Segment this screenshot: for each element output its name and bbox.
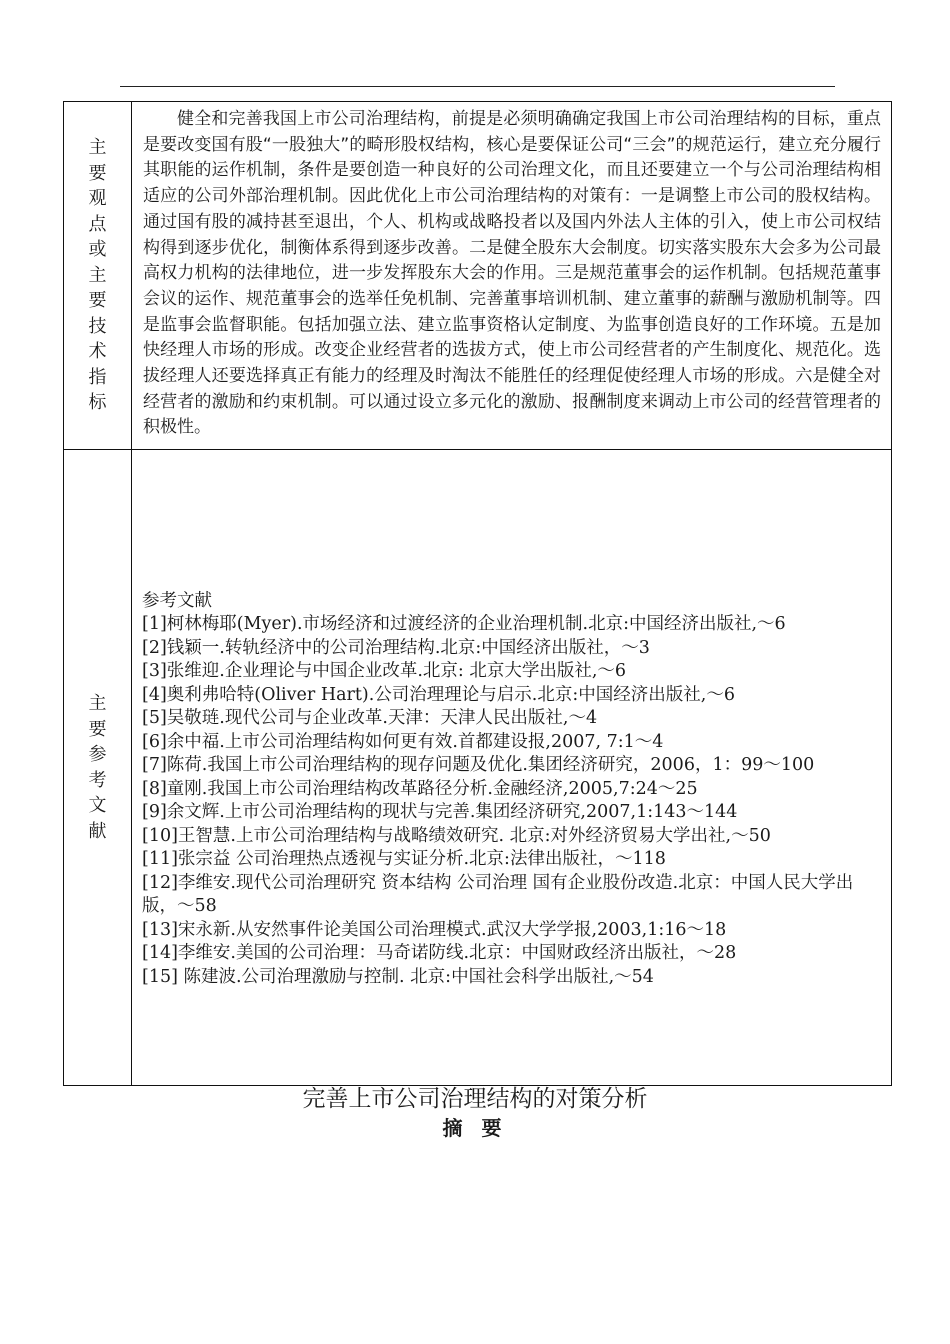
header-rule	[120, 86, 835, 87]
reference-item: [11]张宗益 公司治理热点透视与实证分析.北京:法律出版社，～118	[142, 849, 666, 870]
reference-item: [14]李维安.美国的公司治理：马奇诺防线.北京：中国财政经济出版社，～28	[142, 943, 737, 964]
reference-item: [15] 陈建波.公司治理激励与控制. 北京:中国社会科学出版社,～54	[142, 966, 654, 987]
references-cell	[132, 450, 892, 1086]
reference-item: [3]张维迎.企业理论与中国企业改革.北京: 北京大学出版社,～6	[142, 661, 627, 682]
document-title: 完善上市公司治理结构的对策分析	[302, 1086, 648, 1112]
reference-item: [2]钱颖一.转轨经济中的公司治理结构.北京:中国经济出版社，～3	[142, 637, 650, 658]
row-references	[64, 450, 892, 1086]
reference-item: [10]王智慧.上市公司治理结构与战略绩效研究. 北京:对外经济贸易大学出社,～50	[142, 825, 771, 846]
reference-item: [8]童刚.我国上市公司治理结构改革路径分析.金融经济,2005,7:24～25	[142, 778, 698, 799]
reference-item: [9]余文辉.上市公司治理结构的现状与完善.集团经济研究,2007,1:143～144	[142, 802, 738, 823]
row-label-cell	[64, 450, 132, 1086]
reference-item: [1]柯林梅耶(Myer).市场经济和过渡经济的企业治理机制.北京:中国经济出版社,～6	[142, 614, 786, 635]
main-points-text-area	[132, 104, 891, 447]
references-title: 参考文献	[142, 590, 212, 611]
main-points-cell	[132, 102, 892, 450]
row-label-cell	[64, 102, 132, 450]
reference-item: [6]余中福.上市公司治理结构如何更有效.首都建设报,2007, 7:1～4	[142, 731, 664, 752]
main-points-text: 健全和完善我国上市公司治理结构，前提是必须明确确定我国上市公司治理结构的目标，重点是要改变国有股“一股独大”的畸形股权结构，核心是要保证公司“三会”的规范运行，建立充分履行其职能的运作机制，条件是要创造一种良好的公司治理文化，而且还要建立一个与公司治理结构相适应的公司外部治理机制。因此优化上市公司治理结构的对策有：一是调整上市公司的股权结构。通过国有股的减持甚至退出，个人、机构或战略投者以及国内外法人主体的引入，使上市公司权结构得到逐步优化，制衡体系得到逐步改善。二是健全股东大会制度。切实落实股东大会多为公司最高权力机构的法律地位，进一步发挥股东大会的作用。三是规范董事会的运作机制。包括规范董事会议的运作、规范董事会的选举任免机制、完善董事培训机制、建立董事的薪酬与激励机制等。四是监事会监督职能。包括加强立法、建立监事资格认定制度、为监事创造良好的工作环境。五是加快经理人市场的形成。改变企业经营者的选拔方式，使上市公司经营者的产生制度化、规范化。选拔经理人还要选择真正有能力的经理及时淘汰不能胜任的经理促使经理人市场的形成。六是健全对经营者的激励和约束机制。可以通过设立多元化的激励、报酬制度来调动上市公司的经营管理者的积极性。	[143, 109, 881, 438]
abstract-heading: 摘 要	[442, 1116, 508, 1140]
references-label: 主要参考文献	[88, 693, 107, 842]
reference-item: [7]陈荷.我国上市公司治理结构的现存问题及优化.集团经济研究，2006，1：99～100	[142, 755, 815, 776]
proposal-table	[63, 101, 892, 1086]
reference-item: [4]奥利弗哈特(Oliver Hart).公司治理理论与启示.北京:中国经济出版社,～6	[142, 684, 735, 705]
row-main-points	[64, 102, 892, 450]
reference-item: [12]李维安.现代公司治理研究 资本结构 公司治理 国有企业股份改造.北京：中国人民大学出版，～58	[142, 872, 854, 917]
reference-item: [5]吴敬琏.现代公司与企业改革.天津：天津人民出版社,～4	[142, 708, 598, 729]
main-points-label: 主要观点或主要技术指标	[88, 137, 107, 414]
references-list	[132, 546, 891, 990]
reference-item: [13]宋永新.从安然事件论美国公司治理模式.武汉大学学报,2003,1:16～18	[142, 919, 727, 940]
